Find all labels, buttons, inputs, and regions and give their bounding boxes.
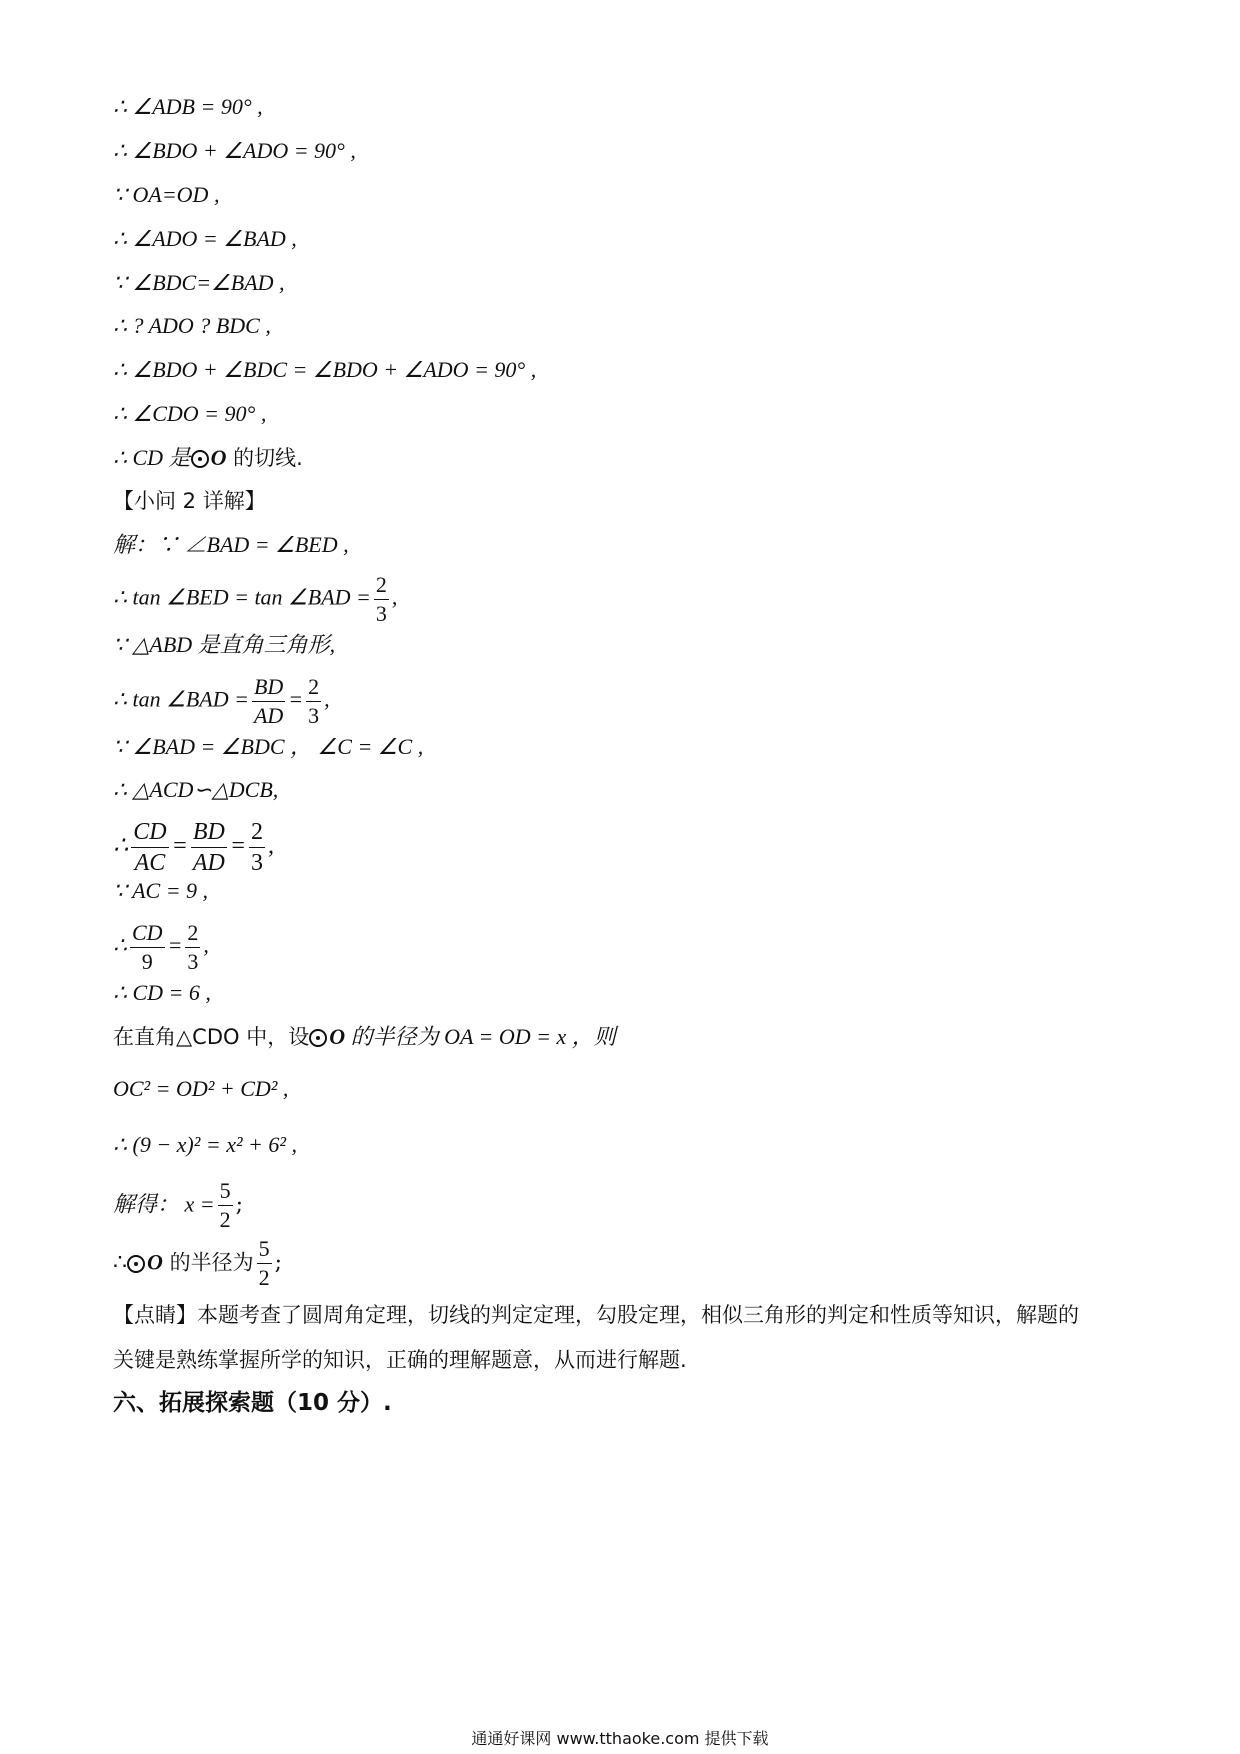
numerator: CD <box>130 922 165 948</box>
comma: , <box>268 833 275 860</box>
circle-label: O <box>329 1024 346 1049</box>
therefore: ∴ <box>113 833 129 860</box>
step-sum-90: ∴ ∠BDO + ∠BDC = ∠BDO + ∠ADO = 90° , <box>113 357 537 382</box>
step-bdc-bad: ∵ ∠BDC=∠BAD , <box>113 270 285 295</box>
denominator: AC <box>134 850 166 876</box>
fraction-cd-9 <box>130 922 165 973</box>
conclusion-suffix: 的切线. <box>226 446 303 470</box>
denominator: 3 <box>187 949 199 974</box>
fraction-2-3 <box>185 922 200 973</box>
numerator: 2 <box>185 922 200 948</box>
denominator: 2 <box>258 1265 270 1290</box>
radius-result-text: 的半径为 <box>162 1250 254 1275</box>
step-tangent-conclusion <box>113 443 303 474</box>
fraction-bd-ad <box>191 820 227 875</box>
circle-label: O <box>210 445 227 470</box>
commentary-line-2: 关键是熟练掌握所学的知识，正确的理解题意，从而进行解题. <box>113 1348 687 1372</box>
step-solve-x <box>113 1180 243 1231</box>
step-pythagoras: OC² = OD² + CD² , <box>113 1076 289 1101</box>
step-ac-9: ∵ AC = 9 , <box>113 878 209 903</box>
subquestion-2-heading: 【小问 2 详解】 <box>113 489 266 513</box>
step-oa-od: ∵ OA=OD , <box>113 182 220 207</box>
numerator: 2 <box>374 574 389 600</box>
section-six-heading: 六、拓展探索题（10 分）. <box>113 1390 392 1416</box>
denominator: 3 <box>308 703 320 728</box>
step-ratio <box>113 820 274 875</box>
page-footer: 通通好课网 www.tthaoke.com 提供下载 <box>471 1729 769 1748</box>
fraction-2-3 <box>306 676 321 727</box>
equals: = <box>229 833 247 860</box>
comma: , <box>324 686 330 712</box>
fraction-2-3 <box>249 820 265 875</box>
fraction-2-3 <box>374 574 389 625</box>
numerator: 5 <box>218 1180 233 1206</box>
semicolon: ; <box>274 1250 282 1276</box>
denominator: AD <box>192 850 225 876</box>
conclusion-prefix: ∴ CD 是 <box>113 445 191 470</box>
denominator: 3 <box>375 601 387 626</box>
step-angle-sum: ∴ ∠BDO + ∠ADO = 90° , <box>113 138 356 163</box>
numerator: 2 <box>249 820 265 848</box>
numerator: 2 <box>306 676 321 702</box>
step-cdo-90: ∴ ∠CDO = 90° , <box>113 401 267 426</box>
tan-bad-text: ∴ tan ∠BAD = <box>113 686 249 712</box>
semicolon: ; <box>235 1192 244 1218</box>
step-tan-bad <box>113 676 330 727</box>
step-cd-6: ∴ CD = 6 , <box>113 980 211 1005</box>
numerator: BD <box>252 676 285 702</box>
step-right-triangle: ∵ △ABD 是直角三角形, <box>113 632 336 657</box>
step-angle-equal: ∵ ∠BAD = ∠BDC ， ∠C = ∠C , <box>113 734 424 759</box>
radius-suffix: 的半径为 OA = OD = x ，则 <box>345 1024 616 1049</box>
step-similar-triangles: ∴ △ACD∽△DCB, <box>113 777 279 802</box>
comma: , <box>391 584 398 610</box>
tan-bed-text: ∴ tan ∠BED = tan ∠BAD = <box>113 584 371 610</box>
step-cd-9 <box>113 922 209 973</box>
step-tan-bed <box>113 574 397 625</box>
step-ado-bdc: ∴ ? ADO ? BDC , <box>113 313 271 338</box>
fraction-cd-ac <box>131 820 168 875</box>
equals: = <box>288 686 304 712</box>
comma: , <box>203 932 209 958</box>
circle-label: O <box>147 1249 163 1275</box>
denominator: 9 <box>141 949 153 974</box>
denominator: 3 <box>251 850 264 876</box>
numerator: CD <box>131 820 168 848</box>
fraction-bd-ad <box>252 676 285 727</box>
solve-text: 解得： x = <box>113 1191 215 1217</box>
step-radius-result <box>113 1238 282 1289</box>
circle-dot-icon <box>127 1255 145 1273</box>
fraction-5-2 <box>218 1180 233 1231</box>
therefore: ∴ <box>113 932 127 958</box>
step-set-radius <box>113 1022 616 1053</box>
equals: = <box>167 932 183 958</box>
radius-prefix: 在直角△CDO 中，设 <box>113 1025 310 1049</box>
therefore: ∴ <box>113 1250 127 1276</box>
step-angle-adb: ∴ ∠ADB = 90° , <box>113 94 263 119</box>
circle-dot-icon <box>309 1029 327 1047</box>
numerator: BD <box>191 820 227 848</box>
denominator: 2 <box>219 1207 231 1232</box>
circle-dot-icon <box>191 450 209 468</box>
commentary-line-1: 【点睛】本题考查了圆周角定理，切线的判定定理，勾股定理，相似三角形的判定和性质等知识，解题的 <box>113 1303 1079 1327</box>
equals: = <box>171 833 188 860</box>
fraction-5-2 <box>257 1238 272 1289</box>
step-equation: ∴ (9 − x)² = x² + 6² , <box>113 1132 298 1157</box>
step-ado-bad: ∴ ∠ADO = ∠BAD , <box>113 226 297 251</box>
step-bad-bed: 解：∵ ∠BAD = ∠BED , <box>113 532 349 557</box>
denominator: AD <box>253 703 284 728</box>
numerator: 5 <box>257 1238 272 1264</box>
